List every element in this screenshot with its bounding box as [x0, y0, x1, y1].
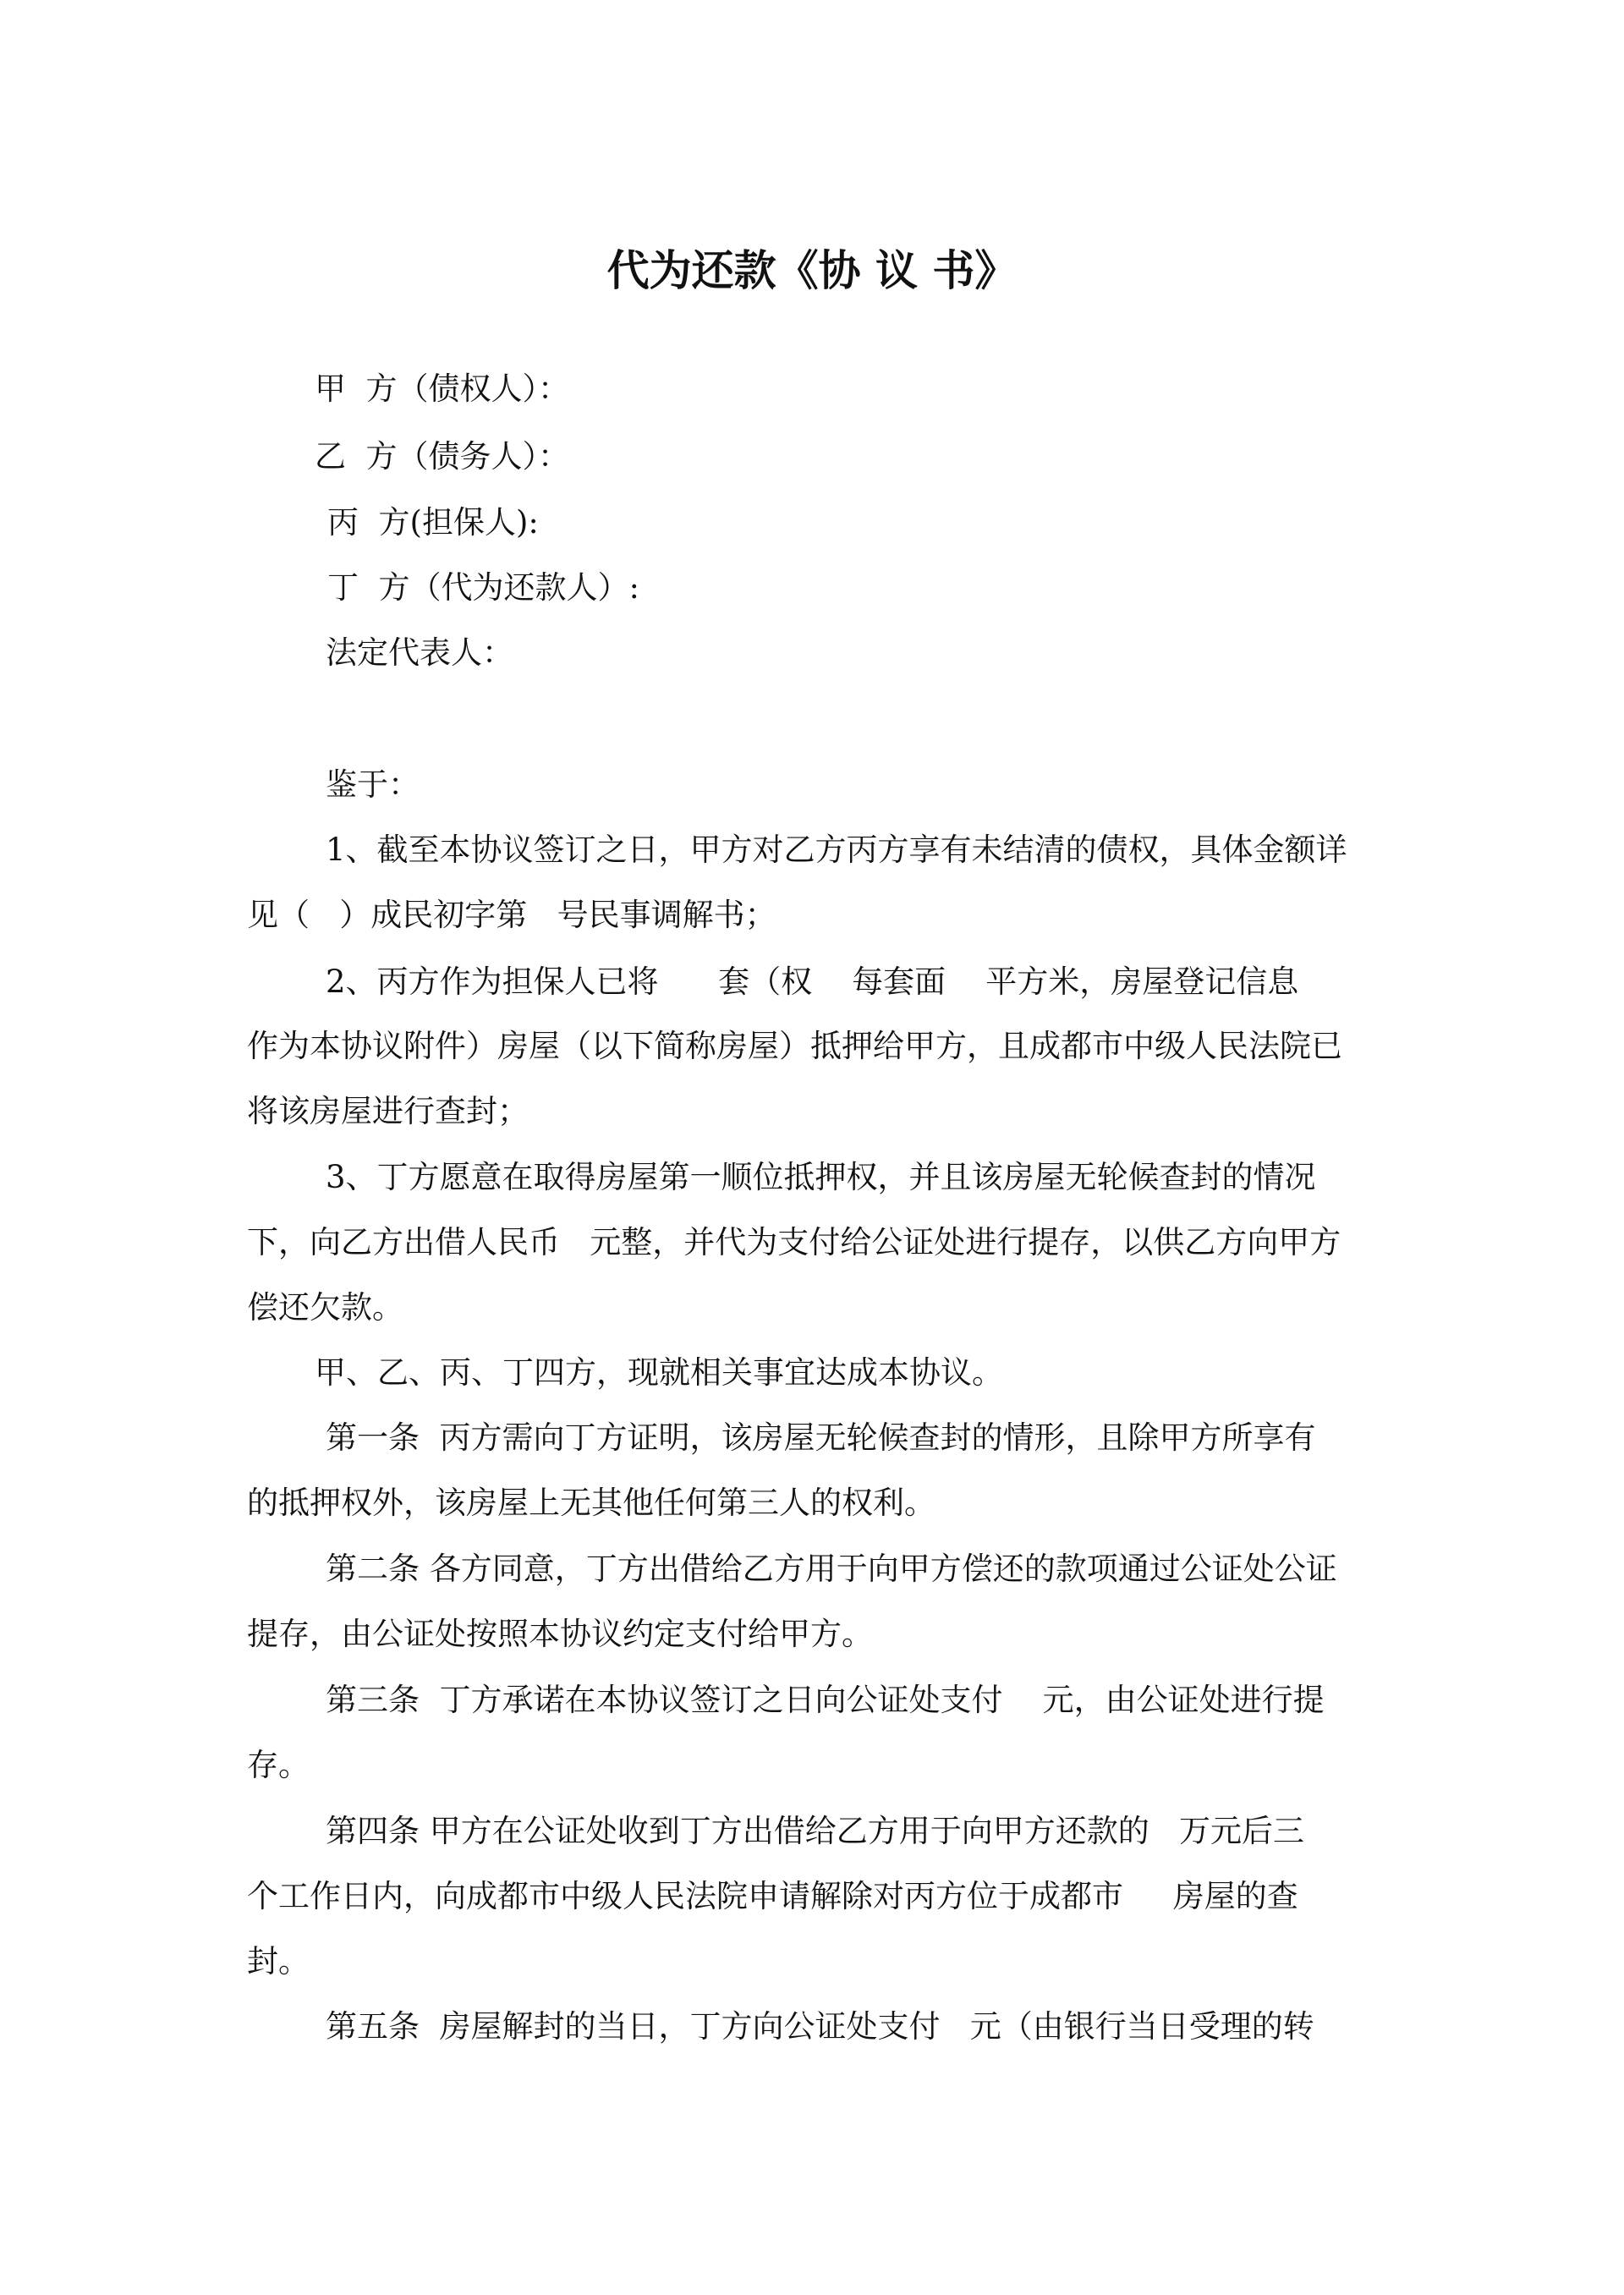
whereas-item2-line2: 作为本协议附件）房屋（以下简称房屋）抵押给甲方，且成都市中级人民法院已: [247, 1028, 1342, 1064]
whereas-item1-line2: 见（ ）成民初字第 号民事调解书；: [247, 897, 776, 933]
article1-line1: 第一条 丙方需向丁方证明，该房屋无轮候查封的情形，且除甲方所享有: [326, 1419, 1316, 1456]
whereas-item3-line3: 偿还欠款。: [247, 1289, 403, 1326]
whereas-heading: 鉴于：: [326, 766, 420, 803]
article4-line1: 第四条 甲方在公证处收到丁方出借给乙方用于向甲方还款的 万元后三: [326, 1813, 1305, 1849]
whereas-item2-line1: 2、丙方作为担保人已将 套（权 每套面 平方米，房屋登记信息: [326, 964, 1299, 1000]
legal-representative-line: 法定代表人：: [326, 634, 513, 671]
party-b-line: 乙 方（债务人）：: [315, 438, 570, 475]
whereas-item2-line3: 将该房屋进行查封；: [247, 1093, 529, 1129]
article2-line2: 提存，由公证处按照本协议约定支付给甲方。: [247, 1616, 873, 1652]
article3-line1: 第三条 丁方承诺在本协议签订之日向公证处支付 元，由公证处进行提: [326, 1682, 1325, 1718]
article5-line1: 第五条 房屋解封的当日，丁方向公证处支付 元（由银行当日受理的转: [326, 2008, 1314, 2045]
party-c-line: 丙 方(担保人):: [327, 504, 539, 541]
whereas-item3-line1: 3、丁方愿意在取得房屋第一顺位抵押权，并且该房屋无轮候查封的情况: [326, 1159, 1316, 1195]
article3-line2: 存。: [247, 1747, 310, 1783]
article4-line3: 封。: [247, 1943, 310, 1979]
article2-line1: 第二条 各方同意，丁方出借给乙方用于向甲方偿还的款项通过公证处公证: [326, 1551, 1337, 1587]
party-a-line: 甲 方（债权人）：: [315, 371, 570, 407]
article1-line2: 的抵押权外，该房屋上无其他任何第三人的权利。: [247, 1485, 935, 1521]
intro-line: 甲、乙、丙、丁四方，现就相关事宜达成本协议。: [315, 1354, 1003, 1391]
document-title: 代为还款《协 议 书》: [606, 245, 1018, 295]
party-d-line: 丁 方（代为还款人）:: [327, 569, 639, 606]
whereas-item3-line2: 下，向乙方出借人民币 元整，并代为支付给公证处进行提存，以供乙方向甲方: [247, 1224, 1341, 1260]
whereas-item1-line1: 1、截至本协议签订之日，甲方对乙方丙方享有未结清的债权，具体金额详: [326, 832, 1347, 868]
article4-line2: 个工作日内，向成都市中级人民法院申请解除对丙方位于成都市 房屋的查: [247, 1878, 1298, 1914]
